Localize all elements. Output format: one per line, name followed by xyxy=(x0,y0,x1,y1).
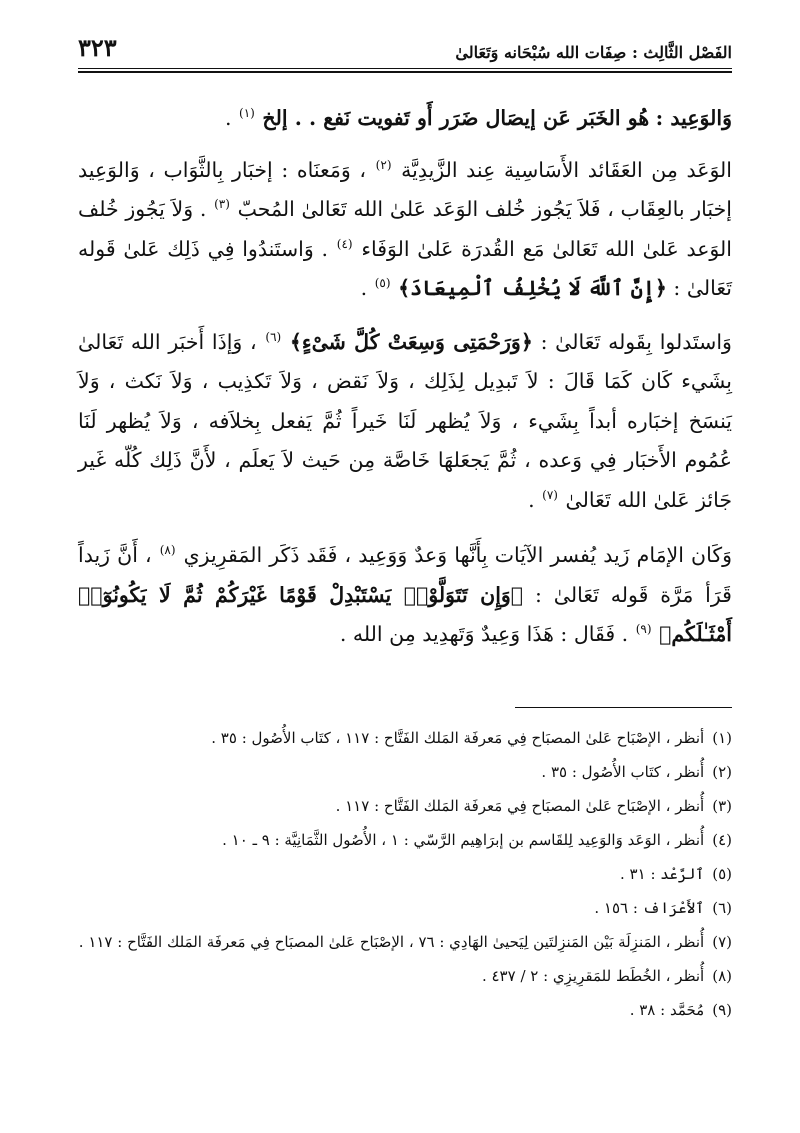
text-segment: . فَقَال : هَذَا وَعِيدٌ وَتَهدِيد مِن الله . xyxy=(339,622,629,646)
footnote-ref[interactable]: (٣) xyxy=(214,197,230,212)
footnote-item xyxy=(78,860,732,888)
footnote-number: (٨) xyxy=(712,966,732,985)
footnote-ref[interactable]: (١) xyxy=(239,106,255,121)
main-text xyxy=(78,99,732,655)
running-title: الفَصْل الثَّالِث : صِفَات الله سُبْحَانه وَتَعَالىٰ xyxy=(455,43,732,62)
paragraph-imam-zayd xyxy=(78,536,732,655)
footnote-number: (٧) xyxy=(712,932,732,951)
footnote-text: أُنظر ، الخُطَط للمَقرِيزِي : ٢ / ٤٣٧ . xyxy=(481,966,705,985)
footnote-ref[interactable]: (٢) xyxy=(375,157,392,172)
footnote-ref[interactable]: (٧) xyxy=(542,487,558,502)
footnote-ref[interactable]: (٥) xyxy=(374,276,391,291)
footnote-number: (١) xyxy=(712,728,732,747)
footnote-ref[interactable]: (٦) xyxy=(265,329,282,344)
footnote-text: ٱلأَعْرَاف : ١٥٦ . xyxy=(594,898,705,917)
footnote-item xyxy=(78,996,732,1024)
text-segment: . وَاستَندُوا فِي ذَلِك عَلىٰ قَوله تَعَالىٰ : xyxy=(78,236,732,300)
footnote-text: أنظر ، الإصْبَاح عَلىٰ المصبَاح فِي مَعرفَة المَلك الفَتَّاح : ١١٧ ، كتَاب الأُصُول : ٣٥ . xyxy=(211,728,705,747)
footnote-text: أُنظر ، الإصْبَاح عَلىٰ المصبَاح فِي مَعرفَة المَلك الفَتَّاح : ١١٧ . xyxy=(335,796,705,815)
sentence-end: . xyxy=(224,106,232,130)
footnote-ref[interactable]: (٨) xyxy=(159,543,176,558)
footnote-text: أُنظر ، كتَاب الأُصُول : ٣٥ . xyxy=(541,762,705,781)
footnote-item xyxy=(78,826,732,854)
footnote-ref[interactable]: (٤) xyxy=(336,236,353,251)
footnotes-list xyxy=(78,724,732,1024)
footnote-item xyxy=(78,792,732,820)
footnote-number: (٣) xyxy=(712,796,732,815)
text-segment: الوَعَد مِن العَقَائد الأَسَاسِية عِند الزَّيدِيَّة xyxy=(401,157,732,182)
footnote-item xyxy=(78,724,732,752)
quran-verse: ﴿وَإِن تَتَوَلَّوْا۟ يَسْتَبْدِلْ قَوْمًا غَيْرَكُمْ ثُمَّ لَا يَكُونُوٓا۟ أَمْثَـٰلَكُم﴾ xyxy=(78,582,732,646)
footnote-item xyxy=(78,962,732,990)
paragraph-doctrine xyxy=(78,151,732,309)
quran-verse: ﴿إِنَّ ٱللَّهَ لَا يُخْلِفُ ٱلْمِيعَادَ﴾ xyxy=(398,276,667,300)
paragraph-definition xyxy=(78,99,732,139)
footnote-number: (٤) xyxy=(712,830,732,849)
sentence-end: . xyxy=(360,276,368,300)
term-lead: وَالوَعِيد : xyxy=(655,106,732,130)
text-segment: . وَلاَ يَجُوز خُلف الوَعد عَلىٰ الله تَعَالىٰ مَع القُدرَة عَلىٰ الوَفَاء xyxy=(78,197,732,261)
sentence-end: . xyxy=(528,487,535,512)
text-segment: ، أَنَّ زَيداً قَرَأ مَرَّة قَوله تَعَالىٰ : xyxy=(78,543,732,607)
quran-verse: ﴿وَرَحْمَتِى وَسِعَتْ كُلَّ شَىْءٍ﴾ xyxy=(289,329,533,354)
paragraph-evidence xyxy=(78,323,732,521)
footnote-text: ٱلرَّعْد : ٣١ . xyxy=(620,864,705,883)
definition-text: هُو الخَبَر عَن إيصَال ضَرَر أَو تَفويت نَفع . . إلخ xyxy=(262,106,650,130)
footnote-separator xyxy=(515,707,732,708)
page-header xyxy=(78,22,732,62)
footnote-number: (٥) xyxy=(712,864,732,883)
header-rule xyxy=(78,68,732,73)
text-segment: ، وَمَعنَاه : إخبَار بِالثَّوَاب ، وَالوَعِيد إخبَار بالعِقَاب ، فَلاَ يَجُوز خُلف الوَعَد عَلىٰ الله تَعَالىٰ المُحبّ xyxy=(78,157,732,221)
footnote-item xyxy=(78,928,732,956)
footnote-text: أُنظر ، الوَعَد وَالوَعِيد لِلقَاسم بن إبرَاهِيم الرَّسّي : ١ ، الأُصُول الثَّمَانِيَّة : ٩ ـ ١٠ . xyxy=(222,830,705,849)
footnote-ref[interactable]: (٩) xyxy=(635,622,652,637)
footnote-number: (٩) xyxy=(712,1000,732,1019)
footnote-number: (٢) xyxy=(712,762,732,781)
footnote-number: (٦) xyxy=(712,898,732,917)
footnote-item xyxy=(78,894,732,922)
page-number: ٣٢٣ xyxy=(78,33,117,62)
footnote-text: أُنظر ، المَنزِلَة بَيْن المَنزِلتَين لِيَحيىٰ الهَادِي : ٧٦ ، الإصْبَاح عَلىٰ المصبَاح فِي مَعرفَة المَلك الفَتَّاح : ١١٧ . xyxy=(78,932,705,951)
text-segment: ، وَإذَا أَخبَر الله تَعَالىٰ بِشَيء كَان كَمَا قَالَ : لاَ تَبدِيل لِذَلِك ، وَلاَ نَقض ، وَلاَ تَكذِيب ، وَلاَ نَكث ، وَلاَ يَنسَخ إخبَاره أبداً بِشَيء ، وَلاَ يُظهر لَنَا خَيراً ثُمَّ يَفعل بِخلاَفه ، وَلاَ يُظهر لَنَا عُمُوم الأَخبَار فِي وَعده ، ثُمَّ يَجعَلهَا خَاصَّة مِن حَيث لاَ يَعلَم ، لأَنَّ ذَلِك كُلّه غَير جَائز عَلىٰ الله تَعَالىٰ xyxy=(78,329,732,512)
footnote-item xyxy=(78,758,732,786)
text-segment: وَاستَدلوا بِقَوله تَعَالىٰ : xyxy=(540,329,732,354)
footnote-text: مُحَمَّد : ٣٨ . xyxy=(629,1000,705,1019)
text-segment: وَكَان الإمَام زَيد يُفسر الآيَات بِأَنَّها وَعدٌ وَوَعِيد ، فَقَد ذَكَر المَقرِيزي xyxy=(183,543,732,567)
